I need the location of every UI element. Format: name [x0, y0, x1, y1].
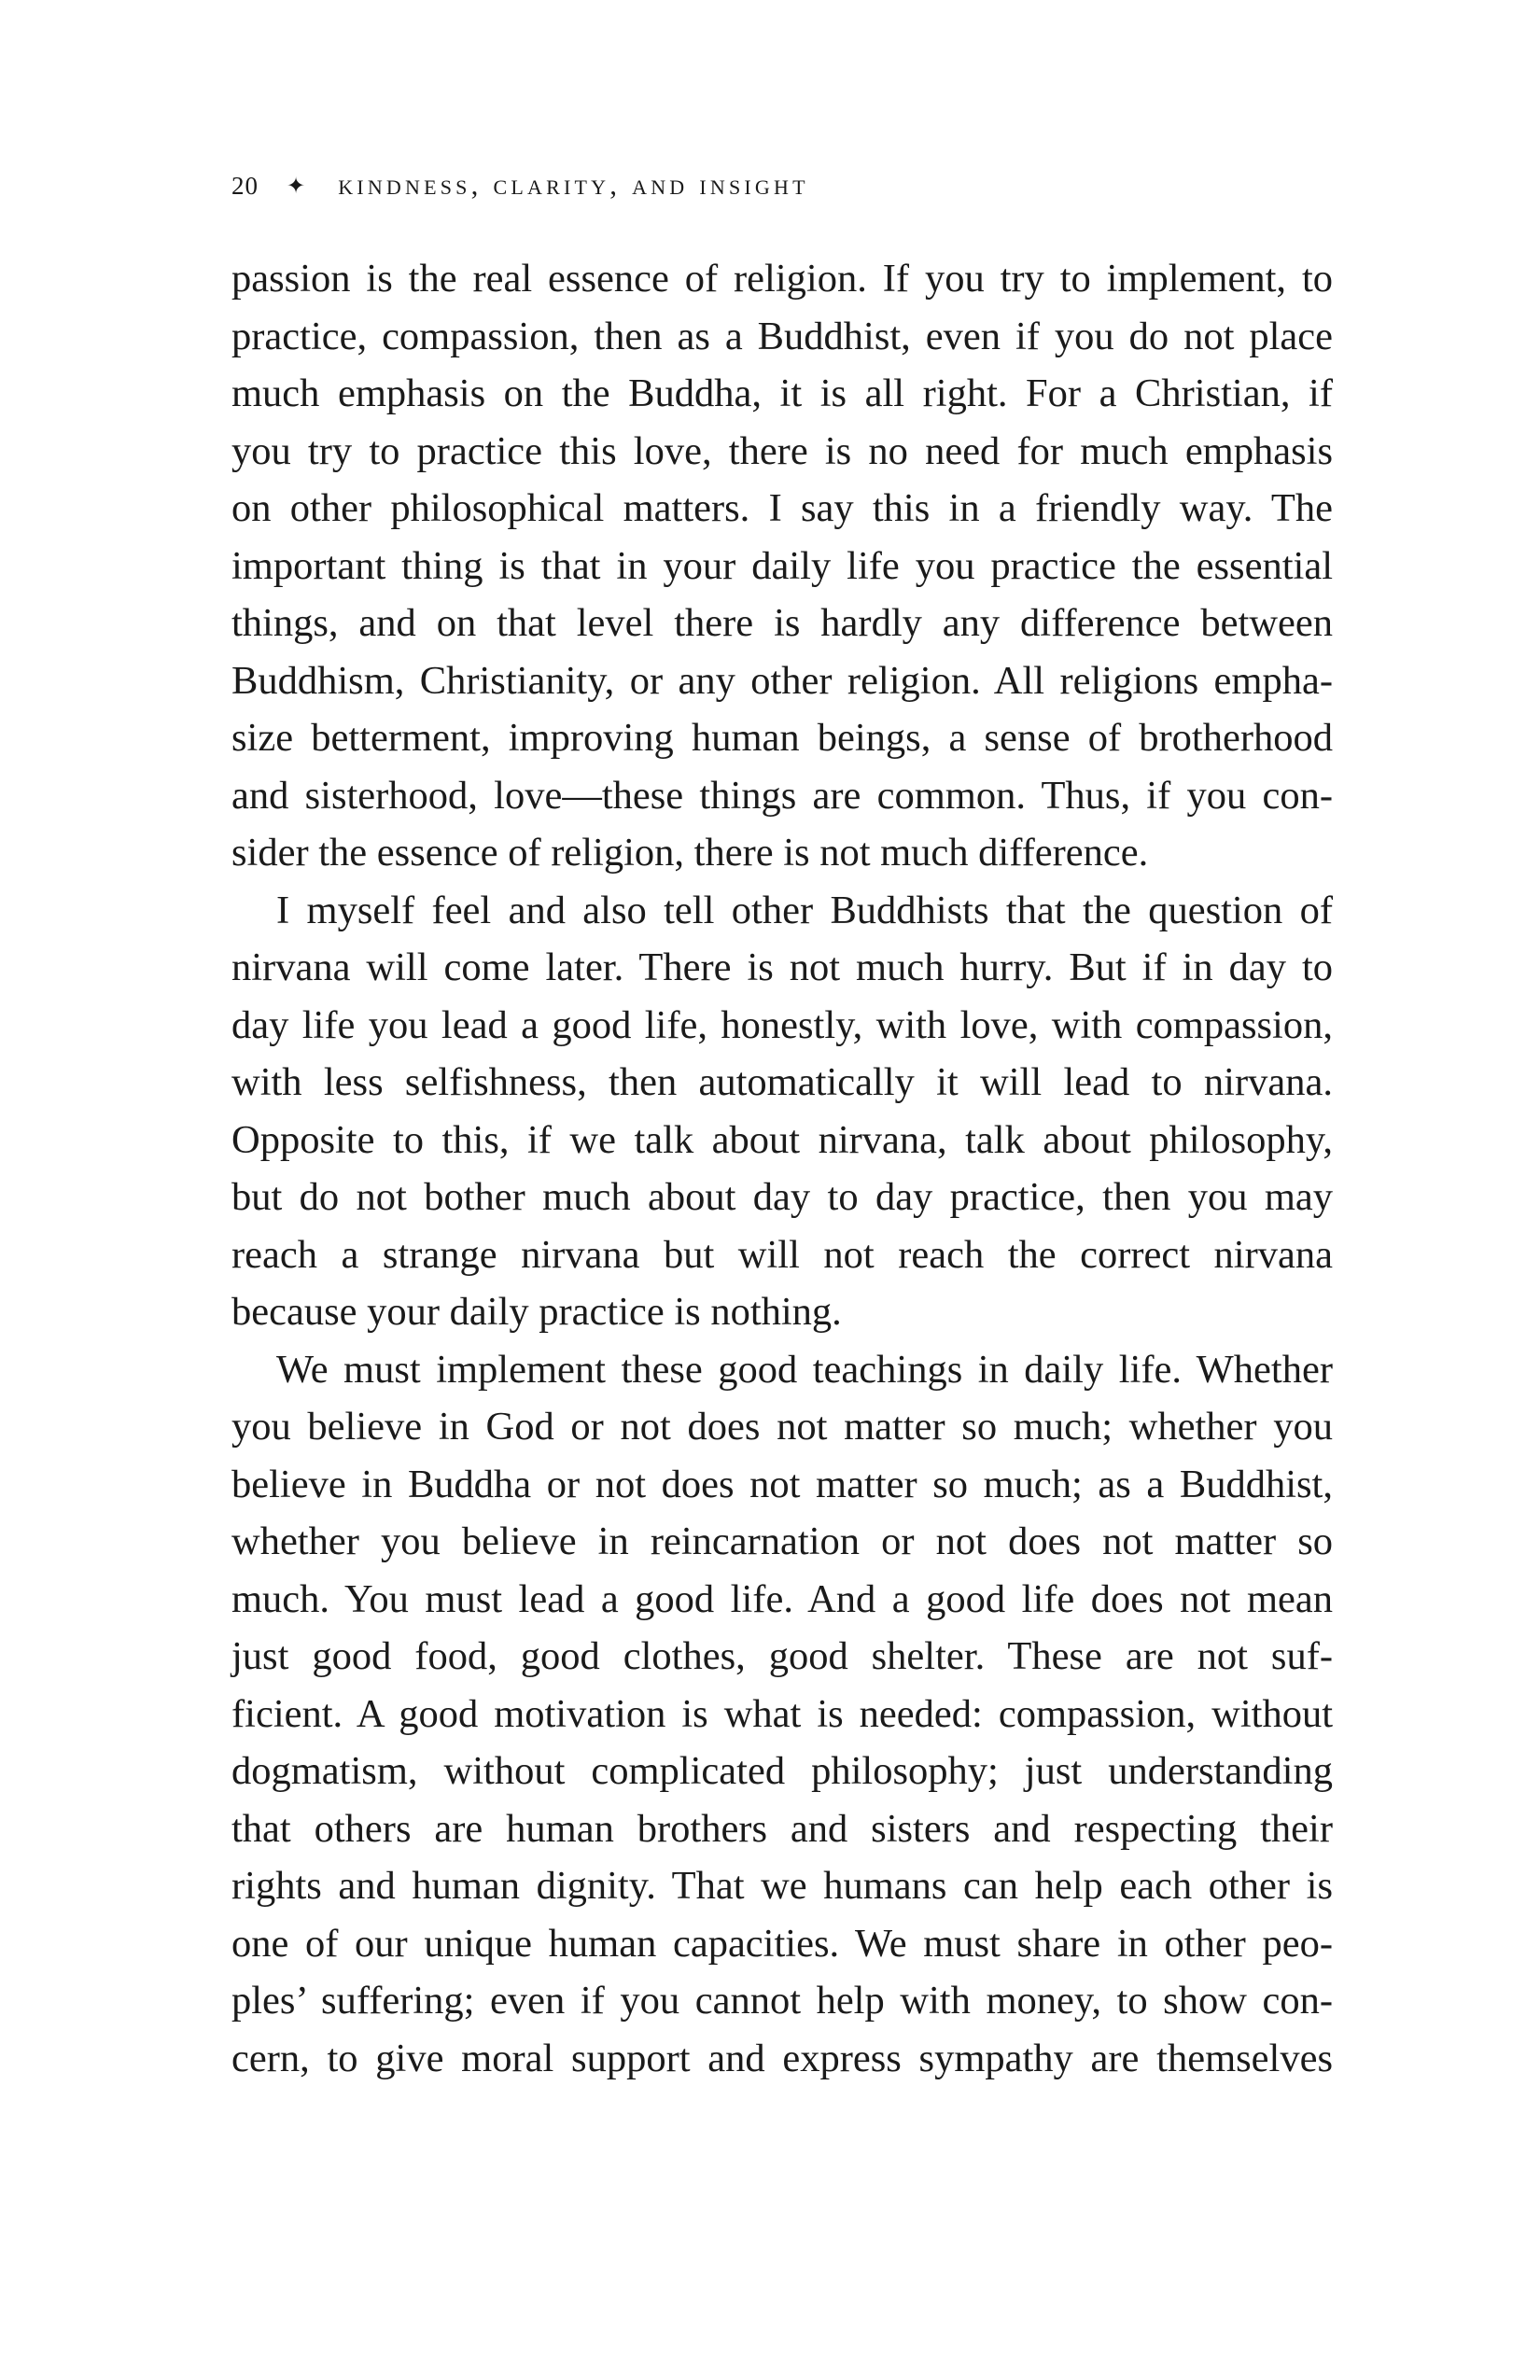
text-line: and sisterhood, love—these things are common. Thus, if you con-: [231, 773, 1333, 818]
page-number: 20: [231, 172, 259, 200]
text-line: you believe in God or not does not matter so much; whether you: [231, 1405, 1333, 1449]
text-line: important thing is that in your daily life you practice the essential: [231, 543, 1333, 588]
text-line: Buddhism, Christianity, or any other religion. All religions empha-: [231, 658, 1333, 703]
text-line: sider the essence of religion, there is not much difference.: [231, 831, 1149, 875]
text-line: that others are human brothers and sisters and respecting their: [231, 1806, 1333, 1851]
text-line: We must implement these good teachings in daily life. Whether: [276, 1347, 1333, 1392]
paragraph-3: [231, 1341, 1333, 2088]
text-line: nirvana will come later. There is not much hurry. But if in day to: [231, 945, 1333, 989]
text-line: ples’ suffering; even if you cannot help with money, to show con-: [231, 1979, 1333, 2023]
text-line: just good food, good clothes, good shelter. These are not suf-: [231, 1634, 1333, 1678]
text-line: passion is the real essence of religion. If you try to implement, to: [231, 257, 1333, 301]
text-line: rights and human dignity. That we humans can help each other is: [231, 1864, 1333, 1908]
text-line: much. You must lead a good life. And a good life does not mean: [231, 1576, 1333, 1621]
text-line: ficient. A good motivation is what is needed: compassion, without: [231, 1691, 1333, 1736]
text-line: you try to practice this love, there is no need for much emphasis: [231, 428, 1333, 473]
text-line: believe in Buddha or not does not matter so much; as a Buddhist,: [231, 1462, 1333, 1506]
text-line: size betterment, improving human beings, a sense of brotherhood: [231, 716, 1333, 760]
ornament-icon: ✦: [286, 175, 309, 199]
text-line: things, and on that level there is hardly any difference between: [231, 601, 1333, 645]
running-head-title: kindness, clarity, and insight: [338, 168, 809, 201]
text-line: practice, compassion, then as a Buddhist, even if you do not place: [231, 314, 1333, 358]
text-line: reach a strange nirvana but will not reach the correct nirvana: [231, 1232, 1333, 1277]
text-line: day life you lead a good life, honestly, with love, with compassion,: [231, 1002, 1333, 1047]
text-line: with less selfishness, then automatically it will lead to nirvana.: [231, 1060, 1333, 1104]
text-line: dogmatism, without complicated philosophy; just understanding: [231, 1749, 1333, 1793]
running-head: [231, 166, 809, 205]
text-line: much emphasis on the Buddha, it is all right. For a Christian, if: [231, 371, 1333, 415]
text-line: because your daily practice is nothing.: [231, 1290, 842, 1334]
text-line: whether you believe in reincarnation or not does not matter so: [231, 1519, 1333, 1563]
text-line: but do not bother much about day to day practice, then you may: [231, 1175, 1333, 1219]
text-line: one of our unique human capacities. We must share in other peo-: [231, 1921, 1333, 1966]
text-line: I myself feel and also tell other Buddhists that the question of: [276, 888, 1333, 932]
body-text: [231, 250, 1333, 2087]
text-line: on other philosophical matters. I say this in a friendly way. The: [231, 486, 1333, 530]
paragraph-2: [231, 882, 1333, 1341]
paragraph-1: [231, 250, 1333, 882]
text-line: cern, to give moral support and express sympathy are themselves: [231, 2036, 1333, 2080]
text-line: Opposite to this, if we talk about nirvana, talk about philosophy,: [231, 1117, 1333, 1162]
